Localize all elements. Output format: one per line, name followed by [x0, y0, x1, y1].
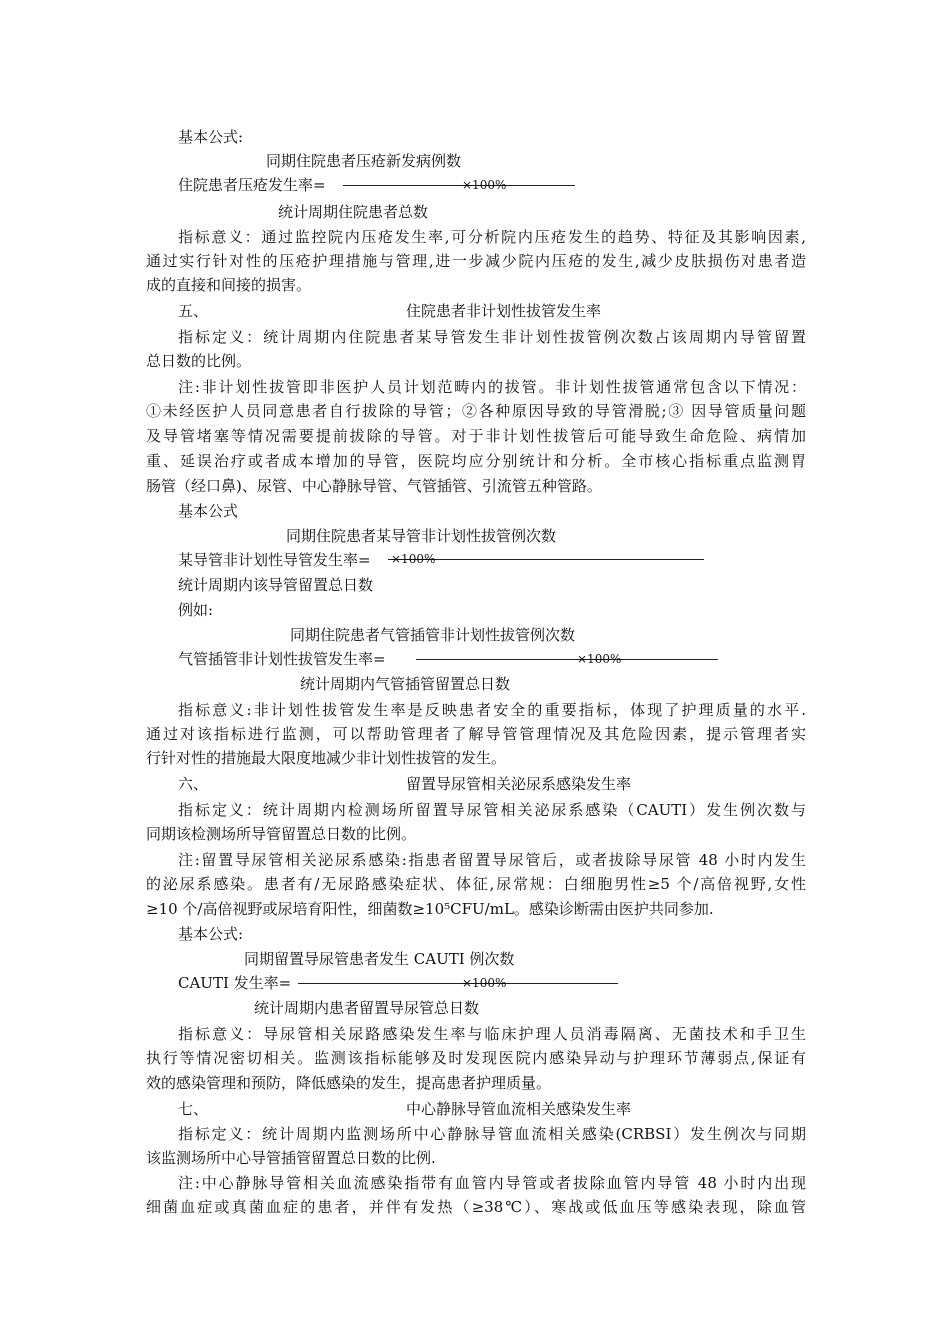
- text-line: 统计周期内气管插管留置总日数: [300, 675, 511, 693]
- text-line: 成的直接和间接的损害。: [146, 276, 312, 294]
- text-line: 的泌尿系感染。患者有/无尿路感染症状、体征,尿常规：白细胞男性≥5 个/高倍视野,女性: [146, 875, 806, 893]
- text-line: 指标定义：统计周期内住院患者某导管发生非计划性拔管例次数占该周期内导管留置: [178, 328, 806, 346]
- text-line: 七、: [178, 1100, 209, 1118]
- text-line: 六、: [178, 775, 209, 793]
- text-line: 行针对性的措施最大限度地减少非计划性拔管的发生。: [146, 749, 507, 767]
- percent-multiplier: ×100%: [462, 178, 507, 192]
- text-line: 统计周期住院患者总数: [278, 203, 429, 221]
- text-line: 通过实行针对性的压疮护理措施与管理,进一步减少院内压疮的发生,减少皮肤损伤对患者造: [146, 252, 806, 270]
- text-line: 同期住院患者某导管非计划性拔管例次数: [286, 527, 557, 545]
- fraction-bar: [416, 659, 718, 660]
- text-line: 指标意义：导尿管相关尿路感染发生率与临床护理人员消毒隔离、无菌技术和手卫生: [178, 1025, 806, 1043]
- percent-multiplier: ×100%: [577, 652, 622, 666]
- text-line: CAUTI 发生率=: [178, 974, 292, 992]
- text-line: 气管插管非计划性拔管发生率=: [178, 650, 386, 668]
- text-line: 同期住院患者压疮新发病例数: [266, 152, 462, 170]
- text-line: 注:中心静脉导管相关血流感染指带有血管内导管或者拔除血管内导管 48 小时内出现: [178, 1174, 806, 1192]
- text-line: 指标意义：通过监控院内压疮发生率,可分析院内压疮发生的趋势、特征及其影响因素,: [178, 228, 806, 246]
- text-line: 注:留置导尿管相关泌尿系感染:指患者留置导尿管后，或者拔除导尿管 48 小时内发生: [178, 851, 806, 869]
- text-line: 某导管非计划性导管发生率=: [178, 551, 371, 569]
- text-line: 该监测场所中心导管插管留置总日数的比例.: [146, 1149, 436, 1167]
- text-line: 同期留置导尿管患者发生 CAUTI 例次数: [244, 950, 515, 968]
- text-line: 住院患者压疮发生率=: [178, 176, 326, 194]
- text-line: 效的感染管理和预防，降低感染的发生，提高患者护理质量。: [146, 1074, 552, 1092]
- text-line: 五、: [178, 302, 209, 320]
- fraction-bar: [298, 983, 618, 984]
- text-line: 指标定义：统计周期内检测场所留置导尿管相关泌尿系感染（CAUTI）发生例次数与: [178, 801, 806, 819]
- text-line: 指标意义:非计划性拔管发生率是反映患者安全的重要指标，体现了护理质量的水平.: [178, 701, 806, 719]
- fraction-bar: [388, 559, 704, 560]
- percent-multiplier: ×100%: [391, 552, 436, 566]
- text-line: 基本公式:: [178, 128, 244, 146]
- text-line: ≥10 个/高倍视野或尿培育阳性，细菌数≥10⁵CFU/mL。感染诊断需由医护共同参加.: [146, 900, 714, 918]
- fraction-bar: [343, 185, 575, 186]
- text-line: 基本公式: [178, 502, 239, 520]
- text-line: 指标定义：统计周期内监测场所中心静脉导管血流相关感染(CRBSI）发生例次与同期: [178, 1125, 806, 1143]
- text-line: 总日数的比例。: [146, 352, 252, 370]
- text-line: 中心静脉导管血流相关感染发生率: [406, 1100, 632, 1118]
- text-line: 注:非计划性拔管即非医护人员计划范畴内的拔管。非计划性拔管通常包含以下情况：: [178, 378, 806, 396]
- text-line: 例如:: [178, 601, 214, 619]
- text-line: 留置导尿管相关泌尿系感染发生率: [406, 775, 632, 793]
- text-line: 肠管（经口鼻)、尿管、中心静脉导管、气管插管、引流管五种管路。: [146, 477, 602, 495]
- text-line: 统计周期内该导管留置总日数: [178, 576, 374, 594]
- text-line: 住院患者非计划性拔管发生率: [406, 302, 602, 320]
- text-line: ①未经医护人员同意患者自行拔除的导管；②各种原因导致的导管滑脱;③ 因导管质量问题: [146, 402, 806, 420]
- text-line: 统计周期内患者留置导尿管总日数: [254, 999, 480, 1017]
- text-line: 执行等情况密切相关。监测该指标能够及时发现医院内感染异动与护理环节薄弱点,保证有: [146, 1049, 806, 1067]
- percent-multiplier: ×100%: [462, 976, 507, 990]
- text-line: 重、延误治疗或者成本增加的导管，医院均应分别统计和分析。全市核心指标重点监测胃: [146, 452, 806, 470]
- text-line: 细菌血症或真菌血症的患者，并伴有发热（≥38℃）、寒战或低血压等感染表现，除血管: [146, 1198, 806, 1216]
- text-line: 通过对该指标进行监测，可以帮助管理者了解导管管理情况及其危险因素，提示管理者实: [146, 725, 806, 743]
- text-line: 基本公式:: [178, 925, 244, 943]
- text-line: 同期该检测场所导管留置总日数的比例。: [146, 825, 417, 843]
- text-line: 同期住院患者气管插管非计划性拔管例次数: [290, 626, 576, 644]
- text-line: 及导管堵塞等情况需要提前拔除的导管。对于非计划性拔管后可能导致生命危险、病情加: [146, 427, 806, 445]
